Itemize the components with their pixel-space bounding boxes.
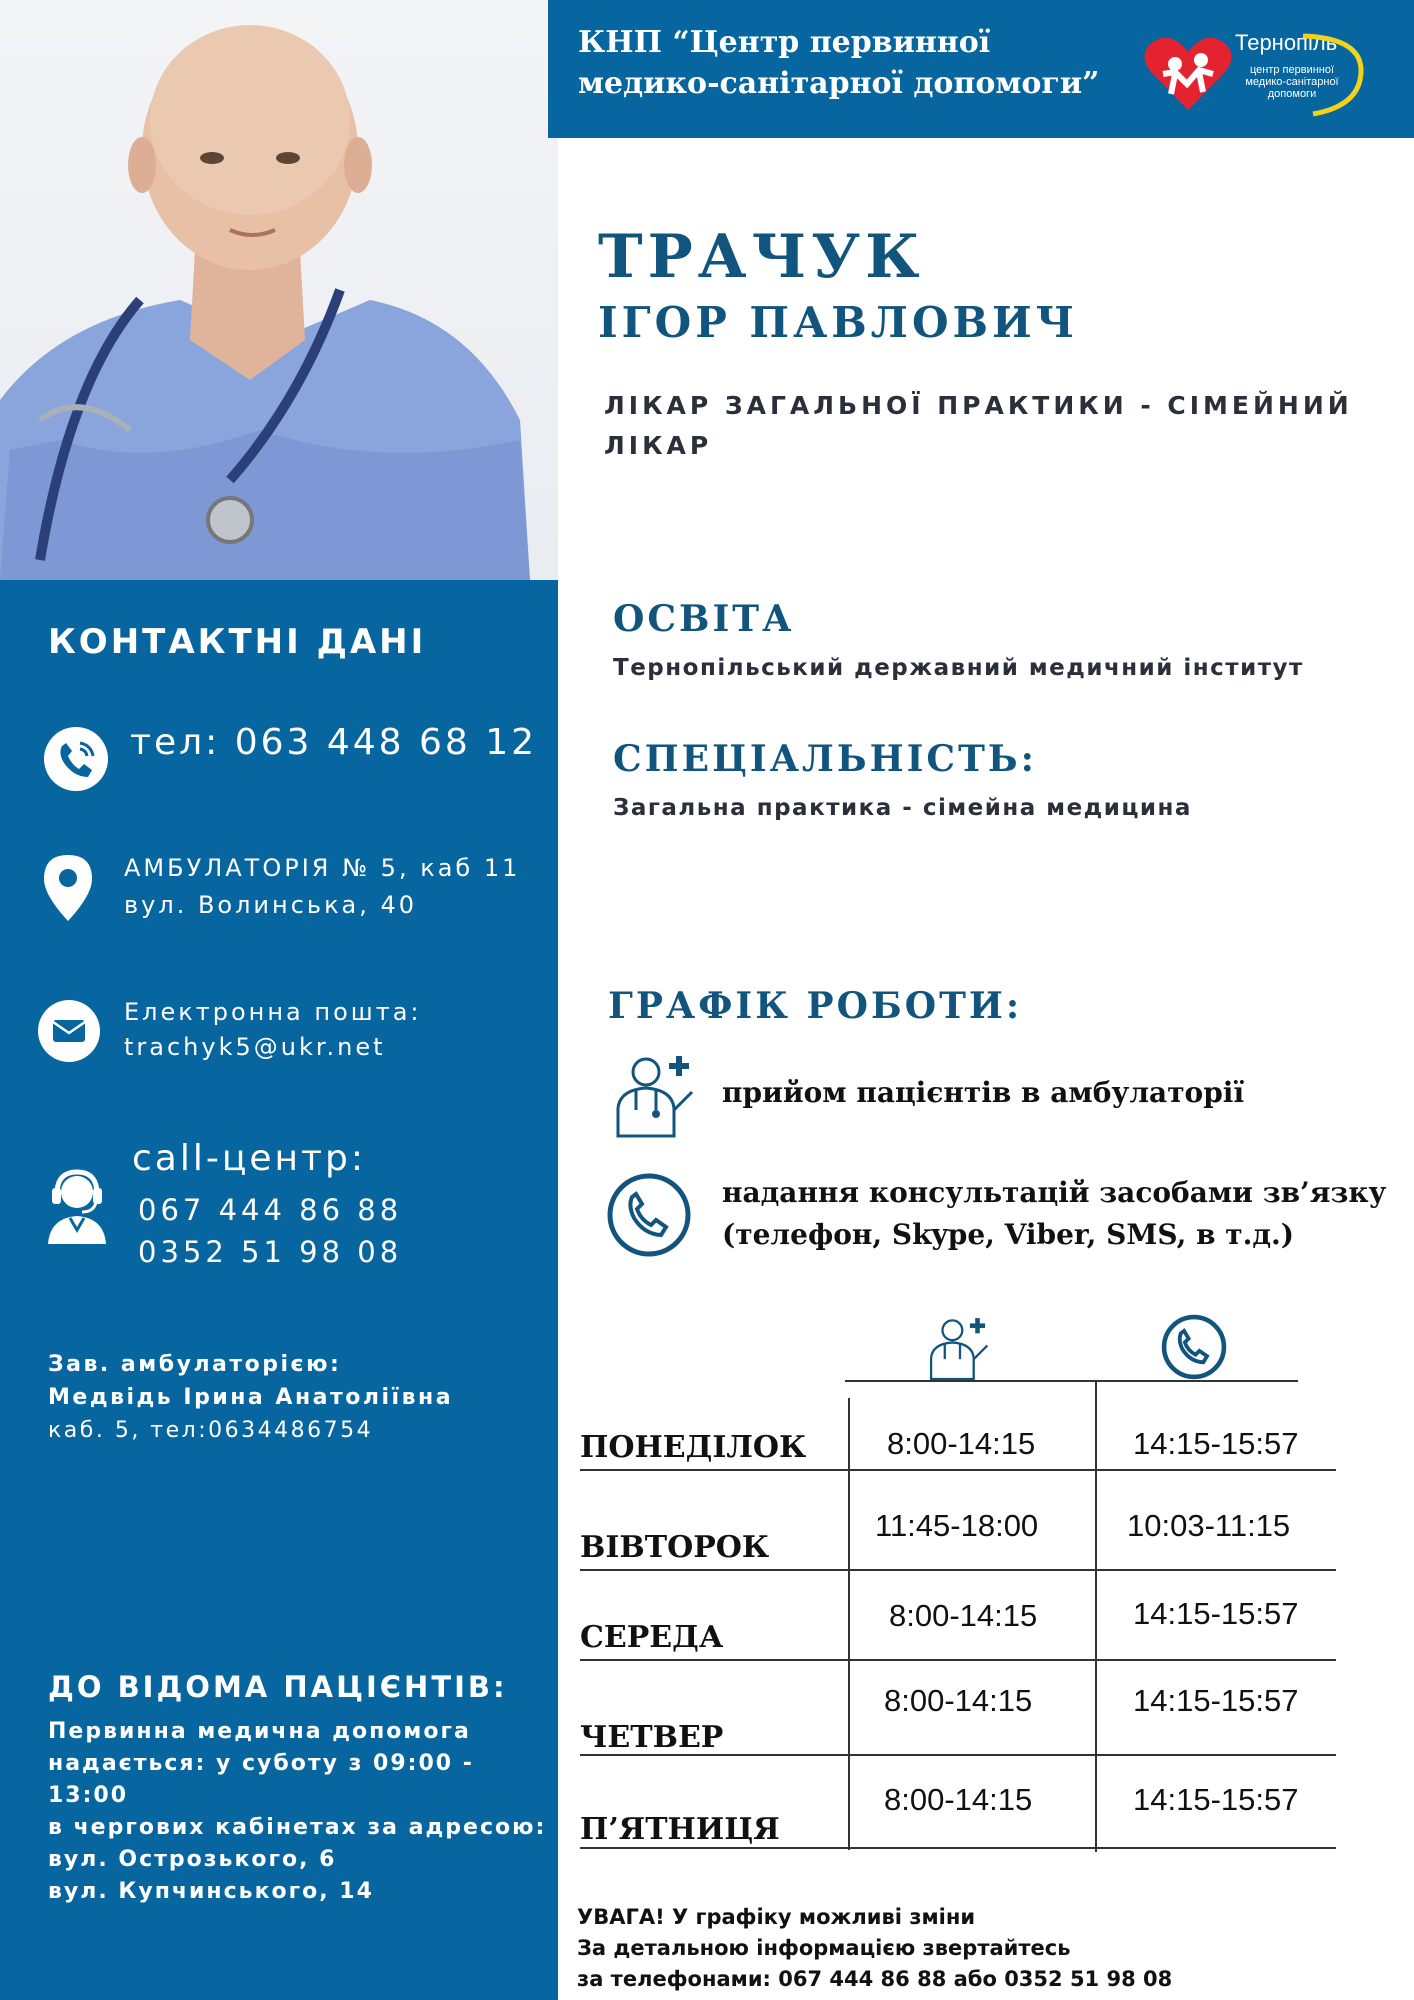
callcenter-phone-2[interactable]: 0352 51 98 08	[138, 1235, 403, 1269]
org-line-2: медико-санітарної допомоги”	[578, 66, 1100, 101]
doctor-in-person-icon	[610, 1050, 702, 1138]
logo-swoosh-icon	[1293, 28, 1368, 118]
specialty-heading: СПЕЦІАЛЬНІСТЬ:	[613, 738, 1037, 780]
phone-consultation-icon	[606, 1172, 692, 1258]
callcenter-phones	[138, 1189, 402, 1273]
doctor-name: ІГОР ПАВЛОВИЧ	[598, 298, 1079, 347]
doctor-photo	[0, 0, 558, 580]
table-row-line	[580, 1469, 1336, 1471]
head-label: Зав. амбулаторією:	[48, 1352, 342, 1377]
email-address[interactable]: trachyk5@ukr.net	[124, 1033, 386, 1061]
head-of-ambulatory	[48, 1348, 453, 1447]
schedule-remote-time: 14:15-15:57	[1133, 1782, 1299, 1817]
schedule-day: СЕРЕДА	[580, 1620, 724, 1655]
logo-sub-1: центр первинної	[1249, 64, 1335, 76]
schedule-day: П’ЯТНИЦЯ	[580, 1812, 780, 1847]
legend-in-person: прийом пацієнтів в амбулаторії	[722, 1076, 1245, 1109]
callcenter-phone-1[interactable]: 067 444 86 88	[138, 1193, 403, 1227]
headset-operator-icon	[44, 1168, 110, 1244]
table-column-divider	[848, 1398, 850, 1850]
legend-remote-line-2: (телефон, Skype, Viber, SMS, в т.д.)	[722, 1218, 1295, 1251]
warning-line-2: За детальною інформацією звертайтесь	[577, 1936, 1071, 1960]
notice-line: вул. Купчинського, 14	[48, 1879, 374, 1904]
header-bar	[548, 0, 1414, 138]
contact-address	[124, 850, 520, 924]
phone-icon	[44, 727, 108, 791]
table-column-divider	[1095, 1382, 1097, 1852]
contacts-panel	[0, 580, 558, 2000]
logo-sub-2: медико-санітарної	[1245, 76, 1339, 88]
email-icon	[38, 1000, 100, 1062]
schedule-in-person-time: 8:00-14:15	[884, 1683, 1033, 1718]
education-heading: ОСВІТА	[613, 598, 795, 640]
table-row-line	[580, 1659, 1336, 1661]
callcenter-label: call-центр:	[132, 1138, 366, 1179]
position-line-1: ЛІКАР ЗАГАЛЬНОЇ ПРАКТИКИ - СІМЕЙНИЙ	[604, 391, 1353, 420]
notice-line: в чергових кабінетах за адресою:	[48, 1815, 547, 1840]
contact-email-block	[124, 995, 422, 1065]
legend-remote	[722, 1172, 1386, 1256]
table-row-line	[580, 1569, 1336, 1571]
head-contact: каб. 5, тел:0634486754	[48, 1418, 374, 1443]
doctor-position	[604, 386, 1353, 466]
address-line-2: вул. Волинська, 40	[124, 891, 418, 919]
contacts-heading: КОНТАКТНІ ДАНІ	[48, 622, 427, 662]
schedule-day: ВІВТОРОК	[580, 1530, 770, 1565]
organization-logo	[1143, 28, 1368, 118]
schedule-day: ЧЕТВЕР	[580, 1720, 724, 1755]
schedule-in-person-time: 8:00-14:15	[884, 1782, 1033, 1817]
schedule-remote-time: 14:15-15:57	[1133, 1683, 1299, 1718]
head-name: Медвідь Ірина Анатоліївна	[48, 1385, 454, 1410]
education-value: Тернопільський державний медичний інститут	[613, 655, 1304, 681]
schedule-warning	[577, 1902, 1172, 1995]
schedule-in-person-time: 8:00-14:15	[887, 1426, 1036, 1461]
heart-logo-icon	[1143, 34, 1233, 114]
logo-sub-3: допомоги	[1267, 88, 1317, 100]
position-line-2: ЛІКАР	[604, 431, 713, 460]
warning-line-1: УВАГА! У графіку можливі зміни	[577, 1905, 976, 1929]
email-label: Електронна пошта:	[124, 998, 422, 1026]
schedule-remote-time: 10:03-11:15	[1127, 1508, 1291, 1543]
table-header-line	[845, 1380, 1298, 1382]
contact-phone[interactable]: тел: 063 448 68 12	[130, 722, 538, 763]
schedule-remote-time: 14:15-15:57	[1133, 1426, 1299, 1461]
schedule-remote-time: 14:15-15:57	[1133, 1596, 1299, 1631]
warning-line-3: за телефонами: 067 444 86 88 або 0352 51 98 08	[577, 1967, 1173, 1991]
table-row-line	[580, 1847, 1336, 1849]
column-in-person-icon	[925, 1312, 995, 1382]
notice-line: 13:00	[48, 1783, 129, 1808]
notice-text	[48, 1716, 546, 1908]
notice-line: надається: у суботу з 09:00 -	[48, 1751, 474, 1776]
notice-line: вул. Острозького, 6	[48, 1847, 337, 1872]
location-pin-icon	[44, 855, 92, 921]
schedule-heading: ГРАФІК РОБОТИ:	[608, 985, 1023, 1027]
notice-line: Первинна медична допомога	[48, 1719, 471, 1744]
legend-remote-line-1: надання консультацій засобами зв’язку	[722, 1176, 1387, 1209]
specialty-value: Загальна практика - сімейна медицина	[613, 795, 1192, 821]
org-line-1: КНП “Центр первинної	[578, 25, 991, 60]
address-line-1: АМБУЛАТОРІЯ № 5, каб 11	[124, 854, 521, 882]
column-remote-icon	[1161, 1314, 1227, 1380]
organization-name	[578, 22, 1099, 104]
logo-title: Тернопіль	[1235, 30, 1338, 55]
doctor-surname: ТРАЧУК	[598, 222, 925, 292]
schedule-in-person-time: 8:00-14:15	[889, 1598, 1038, 1633]
schedule-day: ПОНЕДІЛОК	[580, 1430, 807, 1465]
notice-heading: ДО ВІДОМА ПАЦІЄНТІВ:	[48, 1670, 508, 1704]
schedule-in-person-time: 11:45-18:00	[875, 1508, 1039, 1543]
